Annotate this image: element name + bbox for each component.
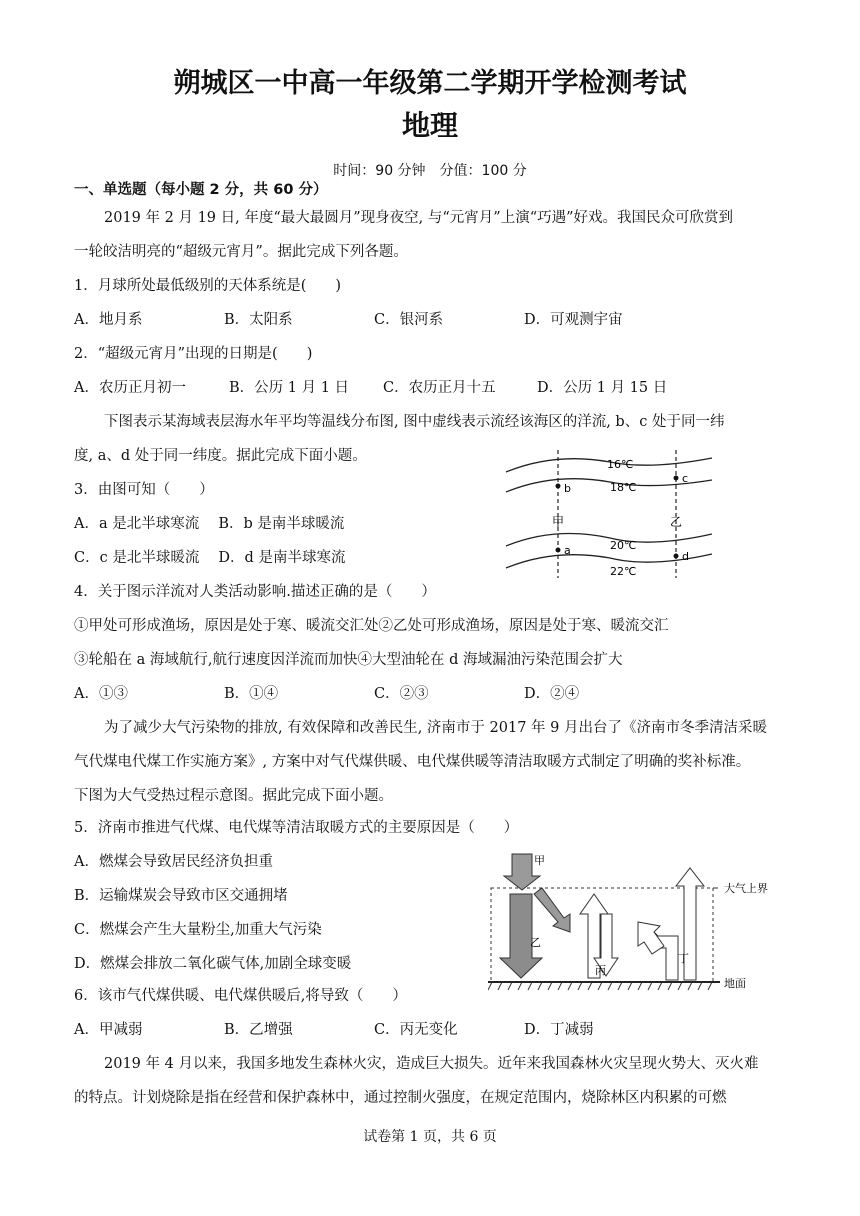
label-atmosphere-top: 大气上界	[724, 882, 768, 895]
isotherm-20	[506, 534, 712, 547]
subject-title: 地理	[401, 109, 458, 142]
label-16c: 16℃	[607, 458, 634, 471]
passage-2-line-2: 度, a、d 处于同一纬度。据此完成下面小题。	[74, 448, 367, 464]
question-2-stem: 2．“超级元宵月”出现的日期是( )	[74, 346, 313, 362]
passage-1-line-2: 一轮皎洁明亮的“超级元宵月”。据此完成下列各题。	[74, 244, 408, 260]
label-ground: 地面	[724, 977, 746, 990]
section-heading: 一、单选题（每小题 2 分，共 60 分）	[74, 182, 328, 198]
q6-option-c: C．丙无变化	[374, 1022, 458, 1038]
label-a: a	[564, 544, 571, 557]
q4-statement-line-1: ①甲处可形成渔场，原因是处于寒、暖流交汇处②乙处可形成渔场，原因是处于寒、暖流交汇	[74, 618, 669, 634]
label-yi: 乙	[670, 515, 683, 529]
q4-option-a: A．①③	[74, 686, 128, 702]
q1-option-b: B．太阳系	[224, 312, 293, 328]
q5-option-b: B．运输煤炭会导致市区交通拥堵	[74, 888, 288, 904]
atmosphere-heating-figure	[488, 850, 778, 996]
passage-3-line-2: 气代煤电代煤工作实施方案》, 方案中对气代煤供暖、电代煤供暖等清洁取暖方式制定了明确的奖补标准。	[74, 754, 751, 770]
question-3-stem: 3．由图可知（ ）	[74, 482, 214, 498]
label-20c: 20℃	[610, 539, 637, 552]
point-c	[674, 476, 679, 481]
q6-option-d: D．丁减弱	[524, 1022, 594, 1038]
arrow-reflected	[534, 888, 570, 932]
label-jia: 甲	[552, 515, 565, 529]
passage-3-line-3: 下图为大气受热过程示意图。据此完成下面小题。	[74, 788, 393, 804]
page-footer: 试卷第 1 页，共 6 页	[363, 1129, 497, 1145]
q5-option-c: C．燃煤会产生大量粉尘,加重大气污染	[74, 922, 322, 938]
point-a	[556, 548, 561, 553]
passage-4-line-1: 2019 年 4 月以来，我国多地发生森林火灾，造成巨大损失。近年来我国森林火灾呈现火势大、灭火难	[104, 1056, 759, 1072]
q5-option-d: D．燃煤会排放二氧化碳气体,加剧全球变暖	[74, 956, 352, 972]
q5-option-a: A．燃煤会导致居民经济负担重	[74, 854, 273, 870]
q4-option-d: D．②④	[524, 686, 580, 702]
exam-title: 朔城区一中高一年级第二学期开学检测考试	[173, 68, 687, 99]
question-6-stem: 6．该市气代煤供暖、电代煤供暖后,将导致（ ）	[74, 988, 407, 1004]
q3-options-ab: A．a 是北半球寒流 B．b 是南半球暖流	[74, 516, 345, 532]
q4-statement-line-2: ③轮船在 a 海域航行,航行速度因洋流而加快④大型油轮在 d 海域漏油污染范围会扩大	[74, 652, 623, 668]
question-4-stem: 4．关于图示洋流对人类活动影响.描述正确的是（ ）	[74, 584, 436, 600]
label-22c: 22℃	[610, 565, 637, 578]
passage-2-line-1: 下图表示某海域表层海水年平均等温线分布图, 图中虚线表示流经该海区的洋流, b、c 处于同一纬	[104, 414, 725, 430]
label-18c: 18℃	[610, 481, 637, 494]
passage-1-line-1: 2019 年 2 月 19 日, 年度“最大最圆月”现身夜空, 与“元宵月”上演“巧遇”好戏。我国民众可欣赏到	[104, 210, 734, 226]
label-b: b	[564, 482, 571, 495]
q2-option-c: C．农历正月十五	[383, 380, 496, 396]
label-yi-2: 乙	[530, 936, 541, 949]
q2-option-d: D．公历 1 月 15 日	[537, 380, 668, 396]
q4-option-c: C．②③	[374, 686, 429, 702]
exam-meta: 时间：90 分钟 分值：100 分	[333, 163, 527, 179]
isotherm-current-figure	[500, 450, 725, 580]
point-d	[674, 554, 679, 559]
q1-option-d: D．可观测宇宙	[524, 312, 623, 328]
question-5-stem: 5．济南市推进气代煤、电代煤等清洁取暖方式的主要原因是（ ）	[74, 820, 519, 836]
q1-option-c: C．银河系	[374, 312, 444, 328]
passage-4-line-2: 的特点。计划烧除是指在经营和保护森林中，通过控制火强度，在规定范围内，烧除林区内积累的可燃	[74, 1090, 727, 1106]
label-d: d	[682, 550, 689, 563]
question-1-stem: 1．月球所处最低级别的天体系统是( )	[74, 278, 342, 294]
point-b	[556, 484, 561, 489]
label-c: c	[682, 472, 689, 485]
q2-option-b: B．公历 1 月 1 日	[229, 380, 350, 396]
q1-option-a: A．地月系	[74, 312, 143, 328]
q2-option-a: A．农历正月初一	[74, 380, 186, 396]
q6-option-a: A．甲减弱	[74, 1022, 143, 1038]
q6-option-b: B．乙增强	[224, 1022, 293, 1038]
passage-3-line-1: 为了减少大气污染物的排放, 有效保障和改善民生, 济南市于 2017 年 9 月出台了《济南市冬季清洁采暖	[104, 720, 767, 736]
label-jia-2: 甲	[534, 854, 545, 867]
q3-options-cd: C．c 是北半球暖流 D．d 是南半球寒流	[74, 550, 346, 566]
label-ding: 丁	[678, 952, 689, 965]
q4-option-b: B．①④	[224, 686, 279, 702]
label-bing: 丙	[595, 964, 606, 977]
